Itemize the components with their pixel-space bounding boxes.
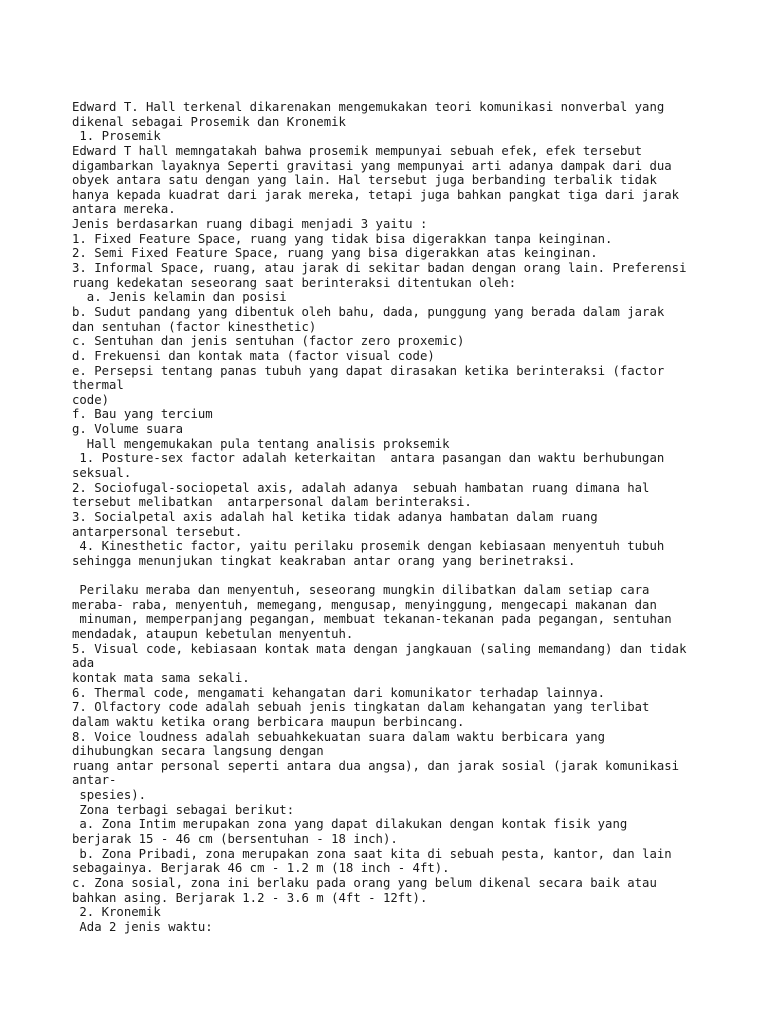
text-line: 8. Voice loudness adalah sebuahkekuatan suara dalam waktu berbicara yang <box>72 729 606 744</box>
text-line: Edward T hall memngatakah bahwa prosemik mempunyai sebuah efek, efek tersebut <box>72 143 643 158</box>
text-line: Edward T. Hall terkenal dikarenakan mengemukakan teori komunikasi nonverbal yang <box>72 100 665 114</box>
text-line: Jenis berdasarkan ruang dibagi menjadi 3 yaitu : <box>72 217 428 232</box>
text-line: bahkan asing. Berjarak 1.2 - 3.6 m (4ft - 12ft). <box>72 890 428 905</box>
text-line: 2. Semi Fixed Feature Space, ruang yang bisa digerakkan atas keinginan. <box>72 246 598 261</box>
text-line: obyek antara satu dengan yang lain. Hal tersebut juga berbanding terbalik tidak <box>72 173 657 188</box>
text-line: f. Bau yang tercium <box>72 407 213 422</box>
text-line: dalam waktu ketika orang berbicara maupun berbincang. <box>72 714 465 729</box>
text-line: Hall mengemukakan pula tentang analisis proksemik <box>72 436 450 451</box>
text-line: b. Sudut pandang yang dibentuk oleh bahu, dada, punggung yang berada dalam jarak <box>72 304 665 319</box>
text-line: berjarak 15 - 46 cm (bersentuhan - 18 inch). <box>72 832 398 847</box>
text-line: spesies). <box>72 788 147 803</box>
text-line: c. Sentuhan dan jenis sentuhan (factor zero proxemic) <box>72 334 465 349</box>
text-line: 2. Kronemik <box>72 905 161 920</box>
text-line: 4. Kinesthetic factor, yaitu perilaku prosemik dengan kebiasaan menyentuh tubuh <box>72 539 665 554</box>
text-line: 1. Prosemik <box>72 129 161 144</box>
text-line: 2. Sociofugal-sociopetal axis, adalah adanya sebuah hambatan ruang dimana hal <box>72 480 650 495</box>
text-line: 7. Olfactory code adalah sebuah jenis tingkatan dalam kehangatan yang terlibat <box>72 700 650 715</box>
text-line: 1. Posture-sex factor adalah keterkaitan antara pasangan dan waktu berhubungan <box>72 451 665 466</box>
text-line: thermal <box>72 378 124 393</box>
document-body <box>72 100 732 935</box>
text-line: dikenal sebagai Prosemik dan Kronemik <box>72 114 346 129</box>
text-line: meraba- raba, menyentuh, memegang, mengusap, menyinggung, mengecapi makanan dan <box>72 597 657 612</box>
text-line: minuman, memperpanjang pegangan, membuat tekanan-tekanan pada pegangan, sentuhan <box>72 612 672 627</box>
text-line: seksual. <box>72 466 132 481</box>
text-line: ruang antar personal seperti antara dua angsa), dan jarak sosial (jarak komunikasi <box>72 758 680 773</box>
text-line: code) <box>72 392 110 407</box>
text-line: kontak mata sama sekali. <box>72 670 250 685</box>
text-line: a. Jenis kelamin dan posisi <box>72 290 287 305</box>
text-line: Perilaku meraba dan menyentuh, seseorang mungkin dilibatkan dalam setiap cara <box>72 583 650 598</box>
text-line: hanya kepada kuadrat dari jarak mereka, tetapi juga bahkan pangkat tiga dari jarak <box>72 187 680 202</box>
text-line: dan sentuhan (factor kinesthetic) <box>72 319 317 334</box>
text-line: a. Zona Intim merupakan zona yang dapat dilakukan dengan kontak fisik yang <box>72 817 628 832</box>
text-line: dihubungkan secara langsung dengan <box>72 744 324 759</box>
text-line: 1. Fixed Feature Space, ruang yang tidak bisa digerakkan tanpa keinginan. <box>72 231 613 246</box>
text-line: antara mereka. <box>72 202 176 217</box>
text-line: 3. Informal Space, ruang, atau jarak di sekitar badan dengan orang lain. Preferensi <box>72 261 687 276</box>
text-line: Zona terbagi sebagai berikut: <box>72 802 295 817</box>
text-line: mendadak, ataupun kebetulan menyentuh. <box>72 627 354 642</box>
text-line: sebagainya. Berjarak 46 cm - 1.2 m (18 inch - 4ft). <box>72 861 450 876</box>
text-line: g. Volume suara <box>72 422 184 437</box>
text-line: d. Frekuensi dan kontak mata (factor visual code) <box>72 348 435 363</box>
text-line: ruang kedekatan seseorang saat berinteraksi ditentukan oleh: <box>72 275 517 290</box>
text-line: antarpersonal tersebut. <box>72 524 243 539</box>
text-line: antar- <box>72 773 117 788</box>
text-line: e. Persepsi tentang panas tubuh yang dapat dirasakan ketika berinteraksi (factor <box>72 363 665 378</box>
text-line: ada <box>72 656 95 671</box>
text-line: tersebut melibatkan antarpersonal dalam berinteraksi. <box>72 495 472 510</box>
text-line: b. Zona Pribadi, zona merupakan zona saat kita di sebuah pesta, kantor, dan lain <box>72 846 672 861</box>
text-line: 5. Visual code, kebiasaan kontak mata dengan jangkauan (saling memandang) dan tidak <box>72 641 687 656</box>
text-line: digambarkan layaknya Seperti gravitasi yang mempunyai arti adanya dampak dari dua <box>72 158 672 173</box>
text-line: Ada 2 jenis waktu: <box>72 919 213 934</box>
text-line <box>72 569 732 584</box>
text-line: 3. Socialpetal axis adalah hal ketika tidak adanya hambatan dalam ruang <box>72 509 598 524</box>
text-line: sehingga menunjukan tingkat keakraban antar orang yang berinetraksi. <box>72 553 576 568</box>
text-line: 6. Thermal code, mengamati kehangatan dari komunikator terhadap lainnya. <box>72 685 606 700</box>
text-line: c. Zona sosial, zona ini berlaku pada orang yang belum dikenal secara baik atau <box>72 875 657 890</box>
